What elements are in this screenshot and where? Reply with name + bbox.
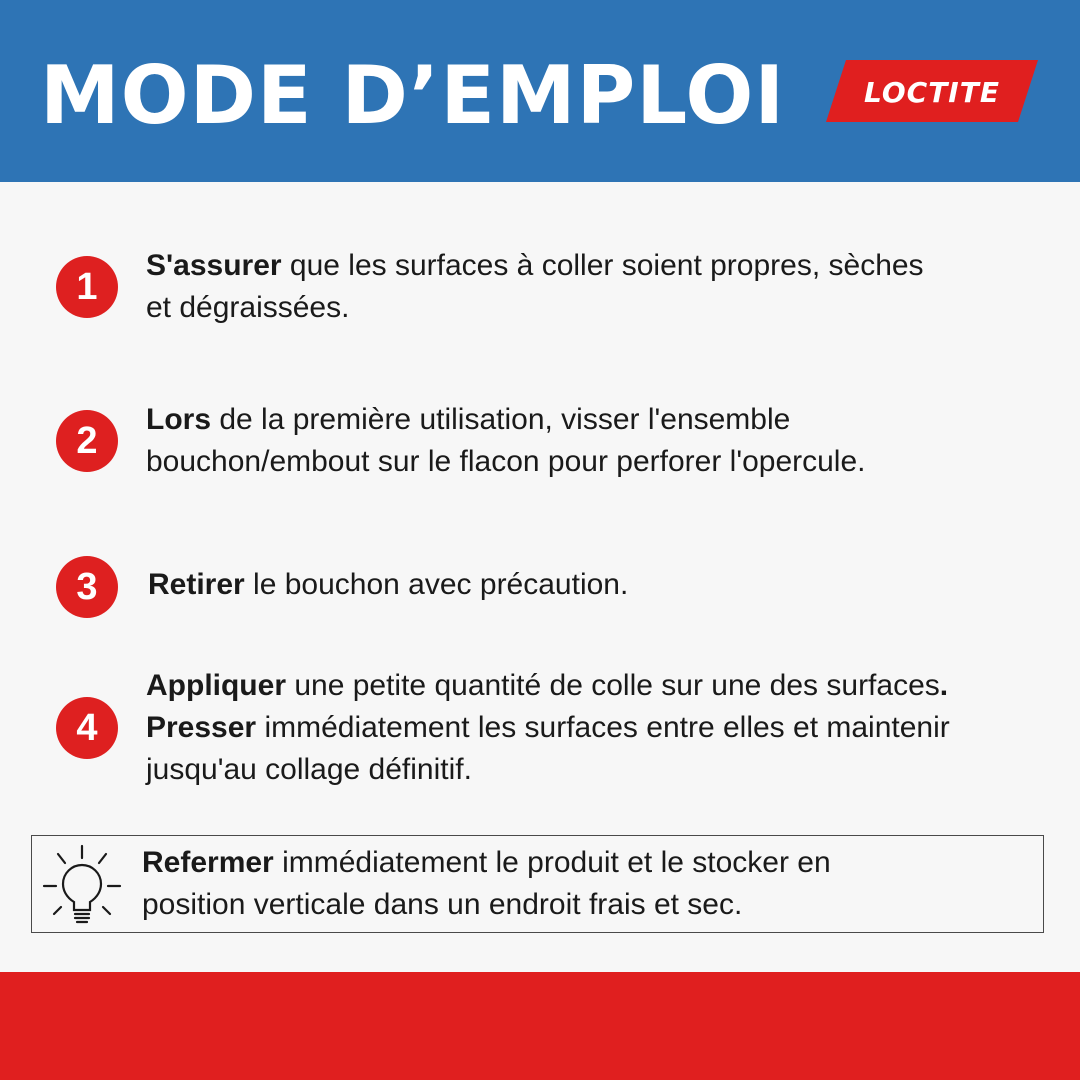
step-description-line3: jusqu'au collage définitif.	[146, 753, 472, 786]
step-keyword: S'assurer	[146, 249, 282, 282]
tip-box	[31, 835, 1044, 933]
step-description-line2: bouchon/embout sur le flacon pour perforer l'opercule.	[146, 445, 866, 478]
header-banner	[0, 0, 1080, 182]
tip-description-line2: position verticale dans un endroit frais et sec.	[142, 888, 743, 921]
step-description-2: immédiatement les surfaces entre elles et maintenir	[256, 711, 950, 744]
footer-band	[0, 972, 1080, 1080]
step-description: de la première utilisation, visser l'ensemble	[211, 403, 791, 436]
step-period: .	[939, 669, 949, 702]
step-keyword: Retirer	[148, 568, 245, 601]
tip-keyword: Refermer	[142, 846, 274, 879]
loctite-logo	[826, 60, 1038, 122]
step-text	[148, 564, 1048, 606]
tip-text	[142, 842, 1032, 926]
step-number-badge: 4	[56, 697, 118, 759]
step-keyword: Lors	[146, 403, 212, 436]
tip-description: immédiatement le produit et le stocker en	[273, 846, 831, 879]
step-description: le bouchon avec précaution.	[244, 568, 629, 601]
page-title: MODE D’EMPLOI	[40, 49, 786, 142]
logo-text: LOCTITE	[864, 76, 1000, 109]
step-description-line2: et dégraissées.	[146, 291, 350, 324]
step-text	[146, 665, 1051, 791]
step-number-badge: 2	[56, 410, 118, 472]
step-description: que les surfaces à coller soient propres, sèches	[281, 249, 924, 282]
step-number-badge: 1	[56, 256, 118, 318]
step-description: une petite quantité de colle sur une des surfaces	[286, 669, 940, 702]
step-text	[146, 399, 1046, 483]
step-number-badge: 3	[56, 556, 118, 618]
step-keyword-2: Presser	[146, 711, 257, 744]
step-text	[146, 245, 1046, 329]
lightbulb-icon	[38, 840, 128, 930]
step-keyword: Appliquer	[146, 669, 286, 702]
